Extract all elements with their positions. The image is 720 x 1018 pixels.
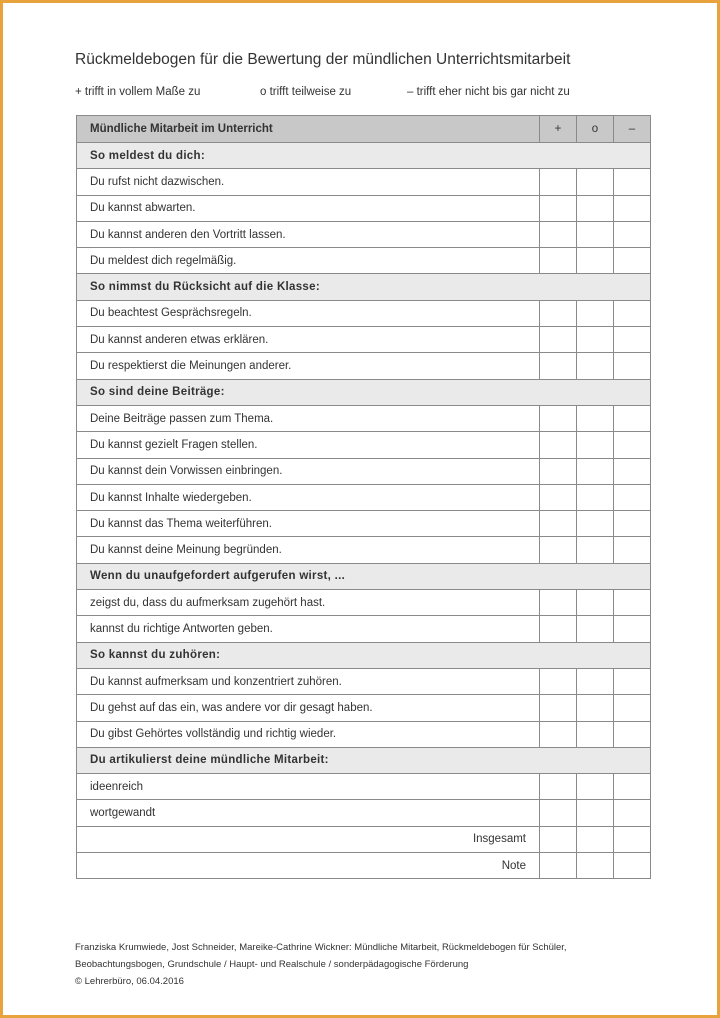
- rating-minus-cell[interactable]: [614, 195, 651, 221]
- rating-minus-cell[interactable]: [614, 616, 651, 642]
- criterion-label: ideenreich: [77, 774, 540, 800]
- rating-minus-cell[interactable]: [614, 458, 651, 484]
- rating-minus-cell[interactable]: [614, 590, 651, 616]
- criterion-row: [77, 248, 651, 274]
- rating-o-cell[interactable]: [577, 458, 614, 484]
- criterion-row: [77, 300, 651, 326]
- rating-plus-cell[interactable]: [540, 405, 577, 431]
- rating-minus-cell[interactable]: [614, 353, 651, 379]
- criterion-label: Du rufst nicht dazwischen.: [77, 169, 540, 195]
- criterion-row: [77, 721, 651, 747]
- rating-plus-cell[interactable]: [540, 327, 577, 353]
- rating-plus-cell[interactable]: [540, 221, 577, 247]
- criterion-row: [77, 484, 651, 510]
- summary-o-cell[interactable]: [577, 853, 614, 879]
- criterion-label: Du gibst Gehörtes vollständig und richtig wieder.: [77, 721, 540, 747]
- header-o: o: [577, 116, 614, 143]
- rating-o-cell[interactable]: [577, 721, 614, 747]
- section-header-row: [77, 747, 651, 773]
- criterion-label: wortgewandt: [77, 800, 540, 826]
- rating-minus-cell[interactable]: [614, 300, 651, 326]
- rating-o-cell[interactable]: [577, 695, 614, 721]
- criterion-label: Du kannst gezielt Fragen stellen.: [77, 432, 540, 458]
- rating-minus-cell[interactable]: [614, 668, 651, 694]
- legend-o: o trifft teilweise zu: [260, 86, 352, 98]
- rating-plus-cell[interactable]: [540, 484, 577, 510]
- rating-o-cell[interactable]: [577, 800, 614, 826]
- summary-label: Note: [77, 853, 540, 879]
- summary-label: Insgesamt: [77, 826, 540, 852]
- criterion-label: zeigst du, dass du aufmerksam zugehört hast.: [77, 590, 540, 616]
- section-header-row: [77, 274, 651, 300]
- rating-plus-cell[interactable]: [540, 353, 577, 379]
- rating-o-cell[interactable]: [577, 432, 614, 458]
- rating-plus-cell[interactable]: [540, 511, 577, 537]
- rating-o-cell[interactable]: [577, 221, 614, 247]
- rating-o-cell[interactable]: [577, 616, 614, 642]
- table-header-row: [77, 116, 651, 143]
- rating-plus-cell[interactable]: [540, 800, 577, 826]
- rating-plus-cell[interactable]: [540, 537, 577, 563]
- rating-o-cell[interactable]: [577, 774, 614, 800]
- criterion-label: Du gehst auf das ein, was andere vor dir gesagt haben.: [77, 695, 540, 721]
- evaluation-table: [76, 115, 651, 879]
- header-plus: +: [540, 116, 577, 143]
- criterion-label: Du meldest dich regelmäßig.: [77, 248, 540, 274]
- rating-plus-cell[interactable]: [540, 721, 577, 747]
- rating-o-cell[interactable]: [577, 248, 614, 274]
- criterion-row: [77, 511, 651, 537]
- section-title: So nimmst du Rücksicht auf die Klasse:: [77, 274, 651, 300]
- criterion-row: [77, 616, 651, 642]
- summary-plus-cell[interactable]: [540, 853, 577, 879]
- section-header-row: [77, 563, 651, 589]
- criterion-label: Du kannst anderen den Vortritt lassen.: [77, 221, 540, 247]
- rating-o-cell[interactable]: [577, 511, 614, 537]
- rating-plus-cell[interactable]: [540, 590, 577, 616]
- rating-minus-cell[interactable]: [614, 327, 651, 353]
- rating-minus-cell[interactable]: [614, 221, 651, 247]
- criterion-row: [77, 195, 651, 221]
- section-title: Wenn du unaufgefordert aufgerufen wirst, ...: [77, 563, 651, 589]
- summary-o-cell[interactable]: [577, 826, 614, 852]
- rating-o-cell[interactable]: [577, 484, 614, 510]
- rating-minus-cell[interactable]: [614, 511, 651, 537]
- section-title: So kannst du zuhören:: [77, 642, 651, 668]
- rating-o-cell[interactable]: [577, 195, 614, 221]
- rating-plus-cell[interactable]: [540, 432, 577, 458]
- rating-o-cell[interactable]: [577, 590, 614, 616]
- criterion-label: kannst du richtige Antworten geben.: [77, 616, 540, 642]
- criterion-row: [77, 668, 651, 694]
- legend-minus: – trifft eher nicht bis gar nicht zu: [407, 86, 570, 98]
- summary-row: [77, 826, 651, 852]
- header-label: Mündliche Mitarbeit im Unterricht: [77, 116, 540, 143]
- criterion-row: [77, 695, 651, 721]
- criterion-label: Du kannst dein Vorwissen einbringen.: [77, 458, 540, 484]
- summary-row: [77, 853, 651, 879]
- footer-line: Beobachtungsbogen, Grundschule / Haupt- und Realschule / sonderpädagogische Förderung: [75, 959, 469, 970]
- header-minus: –: [614, 116, 651, 143]
- rating-plus-cell[interactable]: [540, 169, 577, 195]
- rating-plus-cell[interactable]: [540, 248, 577, 274]
- criterion-row: [77, 405, 651, 431]
- rating-plus-cell[interactable]: [540, 695, 577, 721]
- rating-minus-cell[interactable]: [614, 405, 651, 431]
- criterion-row: [77, 774, 651, 800]
- footer: [75, 939, 567, 990]
- summary-minus-cell[interactable]: [614, 826, 651, 852]
- criterion-row: [77, 800, 651, 826]
- summary-plus-cell[interactable]: [540, 826, 577, 852]
- criterion-label: Du beachtest Gesprächsregeln.: [77, 300, 540, 326]
- criterion-row: [77, 458, 651, 484]
- criterion-label: Deine Beiträge passen zum Thema.: [77, 405, 540, 431]
- criterion-row: [77, 353, 651, 379]
- rating-o-cell[interactable]: [577, 537, 614, 563]
- rating-minus-cell[interactable]: [614, 169, 651, 195]
- criterion-label: Du kannst anderen etwas erklären.: [77, 327, 540, 353]
- rating-minus-cell[interactable]: [614, 774, 651, 800]
- criterion-label: Du kannst abwarten.: [77, 195, 540, 221]
- criterion-row: [77, 432, 651, 458]
- section-header-row: [77, 379, 651, 405]
- rating-o-cell[interactable]: [577, 327, 614, 353]
- rating-o-cell[interactable]: [577, 169, 614, 195]
- rating-o-cell[interactable]: [577, 300, 614, 326]
- rating-plus-cell[interactable]: [540, 774, 577, 800]
- criterion-row: [77, 169, 651, 195]
- criterion-label: Du kannst deine Meinung begründen.: [77, 537, 540, 563]
- section-title: So meldest du dich:: [77, 143, 651, 169]
- summary-minus-cell[interactable]: [614, 853, 651, 879]
- rating-o-cell[interactable]: [577, 405, 614, 431]
- rating-plus-cell[interactable]: [540, 300, 577, 326]
- criterion-row: [77, 221, 651, 247]
- footer-line: © Lehrerbüro, 06.04.2016: [75, 976, 184, 987]
- rating-minus-cell[interactable]: [614, 537, 651, 563]
- criterion-label: Du kannst das Thema weiterführen.: [77, 511, 540, 537]
- criterion-row: [77, 537, 651, 563]
- rating-minus-cell[interactable]: [614, 695, 651, 721]
- section-header-row: [77, 642, 651, 668]
- section-header-row: [77, 143, 651, 169]
- rating-minus-cell[interactable]: [614, 432, 651, 458]
- criterion-label: Du kannst aufmerksam und konzentriert zuhören.: [77, 668, 540, 694]
- criterion-row: [77, 327, 651, 353]
- rating-plus-cell[interactable]: [540, 668, 577, 694]
- section-title: So sind deine Beiträge:: [77, 379, 651, 405]
- rating-plus-cell[interactable]: [540, 616, 577, 642]
- legend-plus: + trifft in vollem Maße zu: [75, 86, 201, 98]
- rating-minus-cell[interactable]: [614, 800, 651, 826]
- rating-minus-cell[interactable]: [614, 721, 651, 747]
- criterion-label: Du respektierst die Meinungen anderer.: [77, 353, 540, 379]
- rating-o-cell[interactable]: [577, 353, 614, 379]
- rating-plus-cell[interactable]: [540, 195, 577, 221]
- criterion-label: Du kannst Inhalte wiedergeben.: [77, 484, 540, 510]
- footer-line: Franziska Krumwiede, Jost Schneider, Mareike-Cathrine Wickner: Mündliche Mitarbeit, Rückmeldebogen für Schüler,: [75, 942, 567, 953]
- section-title: Du artikulierst deine mündliche Mitarbeit:: [77, 747, 651, 773]
- rating-minus-cell[interactable]: [614, 484, 651, 510]
- rating-plus-cell[interactable]: [540, 458, 577, 484]
- criterion-row: [77, 590, 651, 616]
- rating-o-cell[interactable]: [577, 668, 614, 694]
- page-title: Rückmeldebogen für die Bewertung der mündlichen Unterrichtsmitarbeit: [75, 51, 571, 68]
- rating-minus-cell[interactable]: [614, 248, 651, 274]
